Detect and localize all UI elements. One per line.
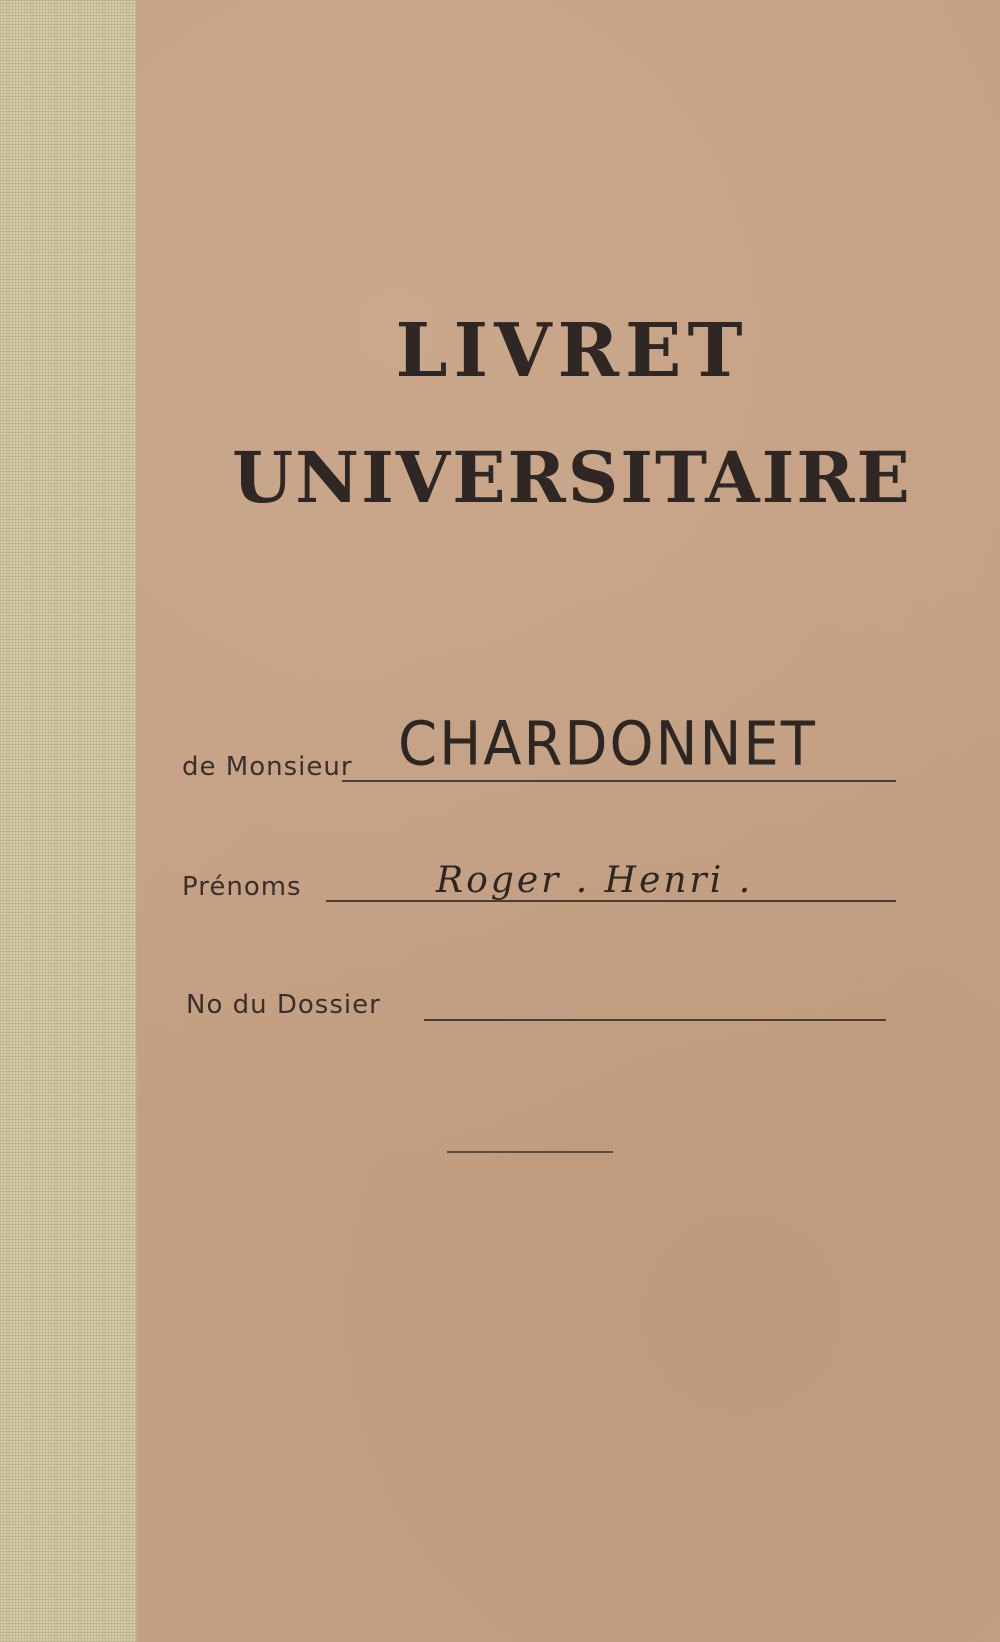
dossier-label: No du Dossier [186, 990, 381, 1020]
cloth-spine [0, 0, 137, 1642]
dossier-underline [424, 1019, 886, 1021]
monsieur-underline [342, 780, 896, 782]
title-universitaire: UNIVERSITAIRE [232, 436, 912, 519]
cover-board [137, 0, 1000, 1642]
prenoms-underline [326, 900, 896, 902]
prenoms-value: Roger . Henri . [436, 860, 754, 901]
decorative-rule [447, 1151, 613, 1153]
prenoms-label: Prénoms [182, 872, 302, 902]
monsieur-label: de Monsieur [182, 752, 353, 782]
title-livret: LIVRET [395, 308, 749, 394]
monsieur-value: CHARDONNET [398, 709, 817, 780]
